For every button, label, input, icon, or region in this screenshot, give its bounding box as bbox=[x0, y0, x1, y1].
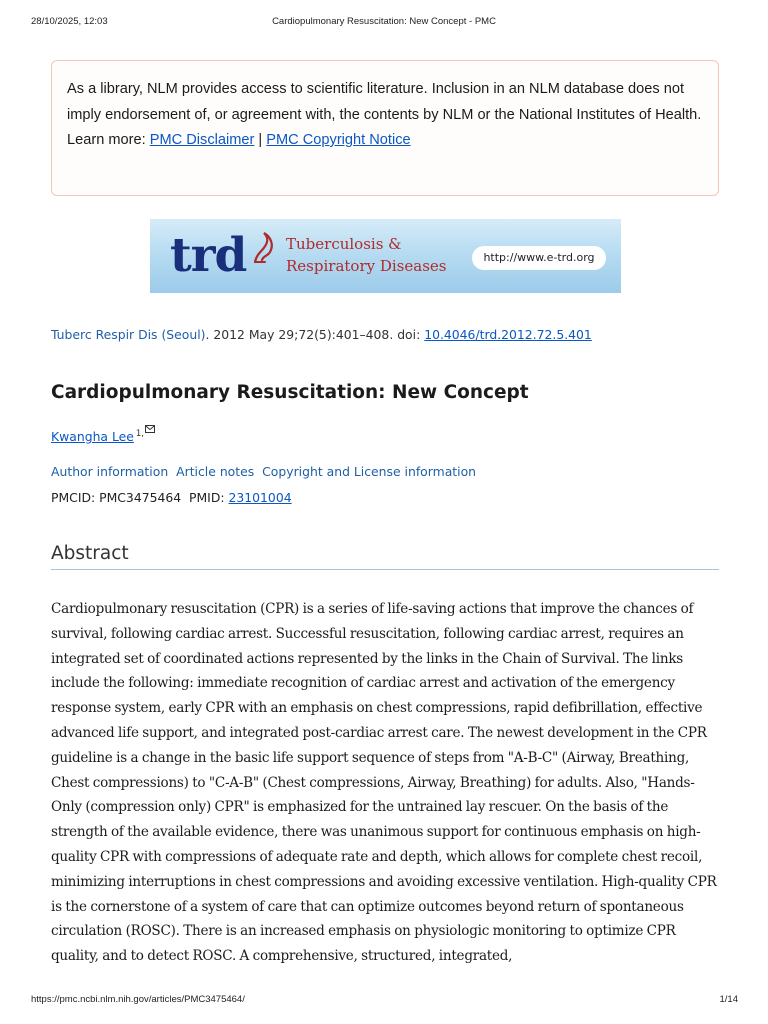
author-line bbox=[51, 425, 155, 446]
print-header bbox=[0, 16, 768, 30]
journal-name-line2: Respiratory Diseases bbox=[286, 257, 447, 275]
print-page-number: 1/14 bbox=[719, 994, 738, 1005]
doi-link[interactable]: 10.4046/trd.2012.72.5.401 bbox=[424, 327, 592, 342]
author-information-link[interactable]: Author information bbox=[51, 464, 169, 479]
article-info-links bbox=[51, 463, 480, 481]
journal-url: http://www.e-trd.org bbox=[472, 246, 606, 270]
learn-more-label: Learn more: bbox=[67, 132, 146, 148]
copyright-license-link[interactable]: Copyright and License information bbox=[262, 464, 477, 479]
trd-flame-icon bbox=[251, 232, 277, 266]
author-sup-text: 1, bbox=[135, 429, 145, 439]
article-title: Cardiopulmonary Resuscitation: New Concept bbox=[51, 382, 529, 403]
link-separator: | bbox=[258, 132, 263, 148]
pmcid: PMCID: PMC3475464 bbox=[51, 490, 182, 505]
trd-logo: trd bbox=[170, 228, 247, 283]
journal-name bbox=[286, 233, 446, 277]
article-notes-link[interactable]: Article notes bbox=[176, 464, 255, 479]
abstract-heading: Abstract bbox=[51, 543, 129, 564]
journal-name-line1: Tuberculosis & bbox=[286, 235, 402, 253]
abstract-divider bbox=[51, 569, 719, 570]
envelope-icon[interactable] bbox=[145, 425, 155, 433]
print-footer bbox=[0, 994, 768, 1008]
journal-link[interactable]: Tuberc Respir Dis (Seoul) bbox=[51, 327, 206, 342]
pmid-link[interactable]: 23101004 bbox=[228, 490, 292, 505]
pmc-copyright-notice-link[interactable]: PMC Copyright Notice bbox=[266, 132, 411, 148]
citation-line bbox=[51, 326, 592, 344]
pmc-disclaimer-link[interactable]: PMC Disclaimer bbox=[149, 132, 255, 148]
journal-banner[interactable] bbox=[150, 219, 621, 293]
print-page-title: Cardiopulmonary Resuscitation: New Concept - PMC bbox=[272, 16, 496, 27]
nlm-disclaimer-box bbox=[51, 60, 719, 196]
citation-details: . 2012 May 29;72(5):401–408. doi: bbox=[205, 327, 425, 342]
abstract-text: Cardiopulmonary resuscitation (CPR) is a series of life-saving actions that improve the chances of survival, following cardiac arrest. Successful resuscitation, following cardiac arrest, requires an integrated set of coordinated actions represented by the links in the Chain of Survival. The links include the following: immediate recognition of cardiac arrest and activation of the emergency response system, early CPR with an emphasis on chest compressions, rapid defibrillation, effective advanced life support, and integrated post-cardiac arrest care. The newest development in the CPR guideline is a change in the basic life support sequence of steps from "A-B-C" (Airway, Breathing, Chest compressions) to "C-A-B" (Chest compressions, Airway, Breathing) for adults. Also, "Hands-Only (compression only) CPR" is emphasized for the untrained lay rescuer. On the basis of the strength of the available evidence, there was unanimous support for continuous emphasis on high-quality CPR with compressions of adequate rate and depth, which allows for complete chest recoil, minimizing interruptions in chest compressions and avoiding excessive ventilation. High-quality CPR is the cornerstone of a system of care that can optimize outcomes beyond return of spontaneous circulation (ROSC). There is an increased emphasis on physiologic monitoring to optimize CPR quality, and to detect ROSC. A comprehensive, structured, integrated, bbox=[51, 601, 717, 965]
author-link[interactable]: Kwangha Lee bbox=[51, 429, 134, 445]
article-ids bbox=[51, 489, 292, 507]
print-datetime: 28/10/2025, 12:03 bbox=[31, 16, 108, 27]
print-url: https://pmc.ncbi.nlm.nih.gov/articles/PMC3475464/ bbox=[31, 994, 245, 1005]
disclaimer-text: As a library, NLM provides access to scientific literature. Inclusion in an NLM database does not imply endorsement of, or agreement with, the contents by NLM or the National Institutes of Health. bbox=[67, 81, 702, 123]
author-affiliation-sup bbox=[136, 429, 155, 439]
pmid-label: PMID: bbox=[189, 490, 225, 505]
